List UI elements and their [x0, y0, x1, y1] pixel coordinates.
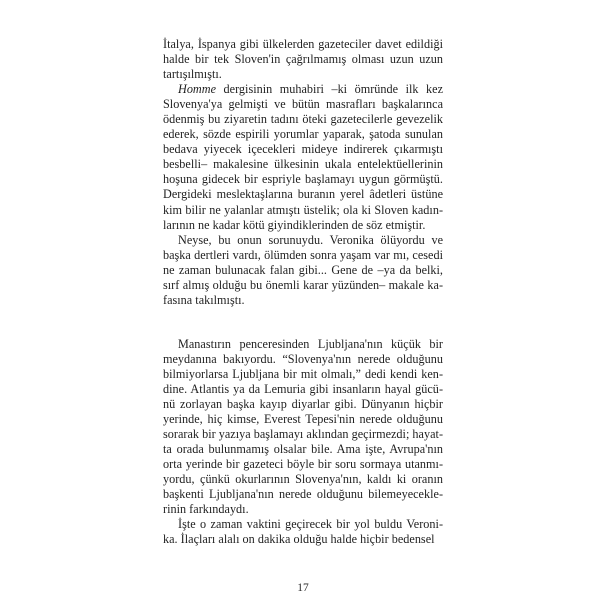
book-page — [163, 37, 443, 594]
paragraph — [163, 82, 443, 232]
paragraph-text: dergisinin muhabiri –ki ömründe ilk kez Slovenya'ya gelmişti ve bütün masrafları başkalarınca ödenmiş bu ziyaretin tadını öteki gazetecilerle gevezelik ederek, sözde espirili yorumlar yaparak, şatoda sunulan bedava yiyecek içecekleri mideye indirerek çıkarmıştı besbelli– makalesine ülkesinin ukala entelektüellerinin hoşuna gidecek bir espriyle başlamayı uygun görmüştü. Dergideki meslektaşlarına buranın yerel âdetleri üstüne kim bilir ne yalanlar atmıştı üstelik; ola ki Sloven kadınlarının ne kadar kötü giyindiklerinden de söz etmiştir. — [163, 82, 443, 232]
text-section-1 — [163, 37, 443, 308]
paragraph: Manastırın penceresinden Ljubljana'nın küçük bir meydanına bakıyordu. “Slovenya'nın nerede olduğunu bilmiyorlarsa Ljubljana bir mit olmalı,” dedi kendi kendine. Atlantis ya da Lemuria gibi insanların hayal gücünü zorlayan başka kayıp diyarlar gibi. Dünyanın hiçbir yerinde, hiç kimse, Everest Tepesi'nin nerede olduğunu sorarak bir yazıya başlamayı aklından geçirmezdi; hayatta orada bulunmamış olsalar bile. Ama işte, Avrupa'nın orta yerinde bir gazeteci böyle bir soru sormaya utanmıyordu, çünkü okurlarının Slovenya'nın, kaldı ki oranın başkenti Ljubljana'nın nerede olduğunu bilemeyeceklerinin farkındaydı. — [163, 336, 443, 517]
page-number: 17 — [297, 582, 309, 594]
text-section-2 — [163, 337, 443, 548]
paragraph: İtalya, İspanya gibi ülkelerden gazeteciler davet edildiği halde bir tek Sloven'in çağrılmamış olması uzun uzun tartışılmıştı. — [163, 37, 443, 82]
section-break — [163, 308, 443, 337]
paragraph: Neyse, bu onun sorunuydu. Veronika ölüyordu ve başka dertleri vardı, ölümden sonra yaşam var mı, cesedi ne zaman bulunacak falan gibi... Gene de –ya da belki, sırf almış olduğu bu önemli karar yüzünden– makale kafasına takılmıştı. — [163, 232, 443, 307]
paragraph: İşte o zaman vaktini geçirecek bir yol buldu Veronika. İlaçları alalı on dakika olduğu halde hiçbir bedensel — [163, 517, 443, 547]
magazine-name: Homme — [178, 82, 217, 97]
